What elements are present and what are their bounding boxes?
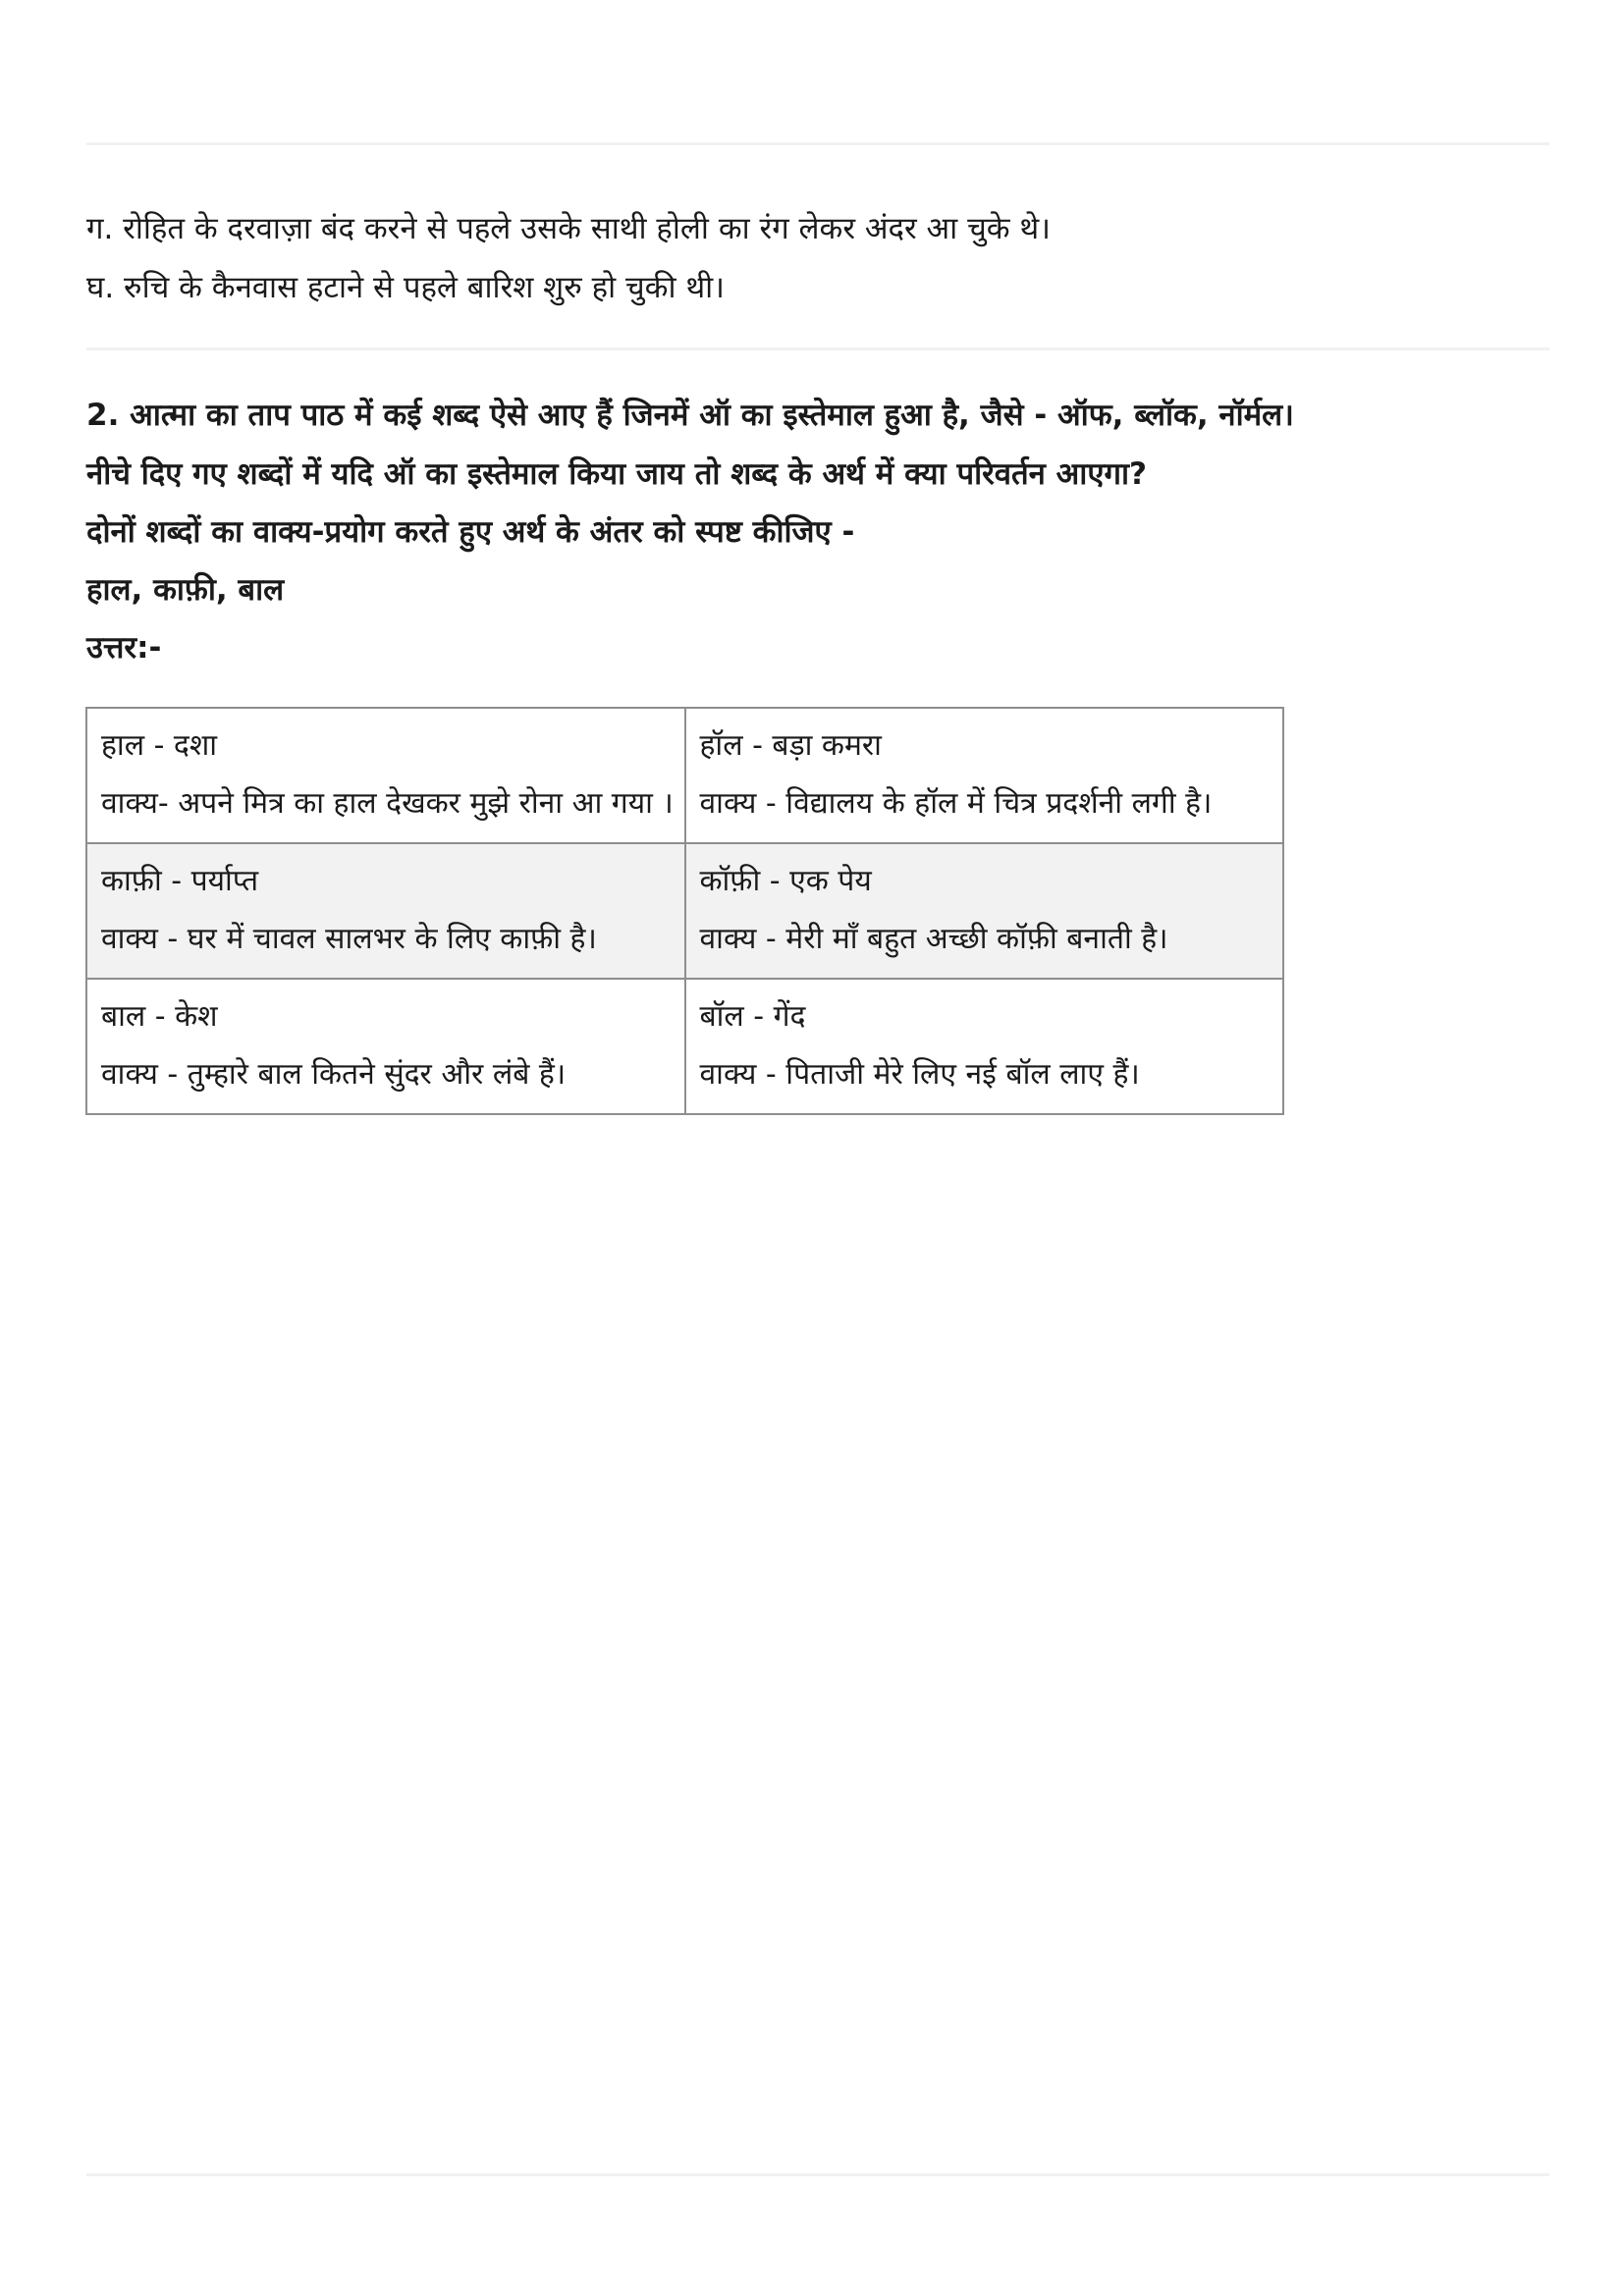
- question-line-3: दोनों शब्दों का वाक्य-प्रयोग करते हुए अर्थ के अंतर को स्पष्ट कीजिए -: [86, 514, 855, 550]
- word-meaning: बाल - केश: [101, 999, 218, 1034]
- table-cell-hindi-word: [86, 979, 685, 1114]
- example-sentence: वाक्य - मेरी माँ बहुत अच्छी कॉफ़ी बनाती है।: [699, 922, 1168, 956]
- word-meaning: हाल - दशा: [101, 728, 218, 763]
- example-sentence: वाक्य- अपने मित्र का हाल देखकर मुझे रोना आ गया ।: [101, 786, 674, 821]
- answer-option-ga: ग. रोहित के दरवाज़ा बंद करने से पहले उसके साथी होली का रंग लेकर अंदर आ चुके थे।: [86, 211, 1051, 246]
- word-meaning: हॉल - बड़ा कमरा: [699, 728, 882, 763]
- table-cell-aw-word: [685, 708, 1284, 843]
- table-cell-aw-word: [685, 979, 1284, 1114]
- example-sentence: वाक्य - घर में चावल सालभर के लिए काफ़ी है।: [101, 922, 597, 956]
- table-row: [86, 979, 1283, 1114]
- table-cell-hindi-word: [86, 708, 685, 843]
- answer-label: उत्तर:-: [86, 630, 162, 666]
- word-meaning: बॉल - गेंद: [699, 999, 806, 1034]
- bottom-divider: [86, 2173, 1549, 2176]
- example-sentence: वाक्य - विद्यालय के हॉल में चित्र प्रदर्शनी लगी है।: [699, 786, 1213, 821]
- table-cell-hindi-word: [86, 843, 685, 979]
- section-divider: [86, 347, 1549, 350]
- word-meaning: कॉफ़ी - एक पेय: [699, 864, 872, 898]
- table-row: [86, 708, 1283, 843]
- word-comparison-table: [85, 707, 1284, 1115]
- question-line-1: 2. आत्मा का ताप पाठ में कई शब्द ऐसे आए हैं जिनमें ऑ का इस्तेमाल हुआ है, जैसे - ऑफ, ब्लॉक, नॉर्मल।: [86, 398, 1294, 433]
- table-cell-aw-word: [685, 843, 1284, 979]
- example-sentence: वाक्य - पिताजी मेरे लिए नई बॉल लाए हैं।: [699, 1057, 1140, 1092]
- top-divider: [86, 142, 1549, 145]
- question-words: हाल, काफ़ी, बाल: [86, 572, 285, 608]
- example-sentence: वाक्य - तुम्हारे बाल कितने सुंदर और लंबे हैं।: [101, 1057, 567, 1092]
- table-row: [86, 843, 1283, 979]
- answer-option-gha: घ. रुचि के कैनवास हटाने से पहले बारिश शुरु हो चुकी थी।: [86, 270, 725, 305]
- question-line-2: नीचे दिए गए शब्दों में यदि ऑ का इस्तेमाल किया जाय तो शब्द के अर्थ में क्या परिवर्तन आएगा?: [86, 456, 1147, 492]
- word-meaning: काफ़ी - पर्याप्त: [101, 864, 259, 898]
